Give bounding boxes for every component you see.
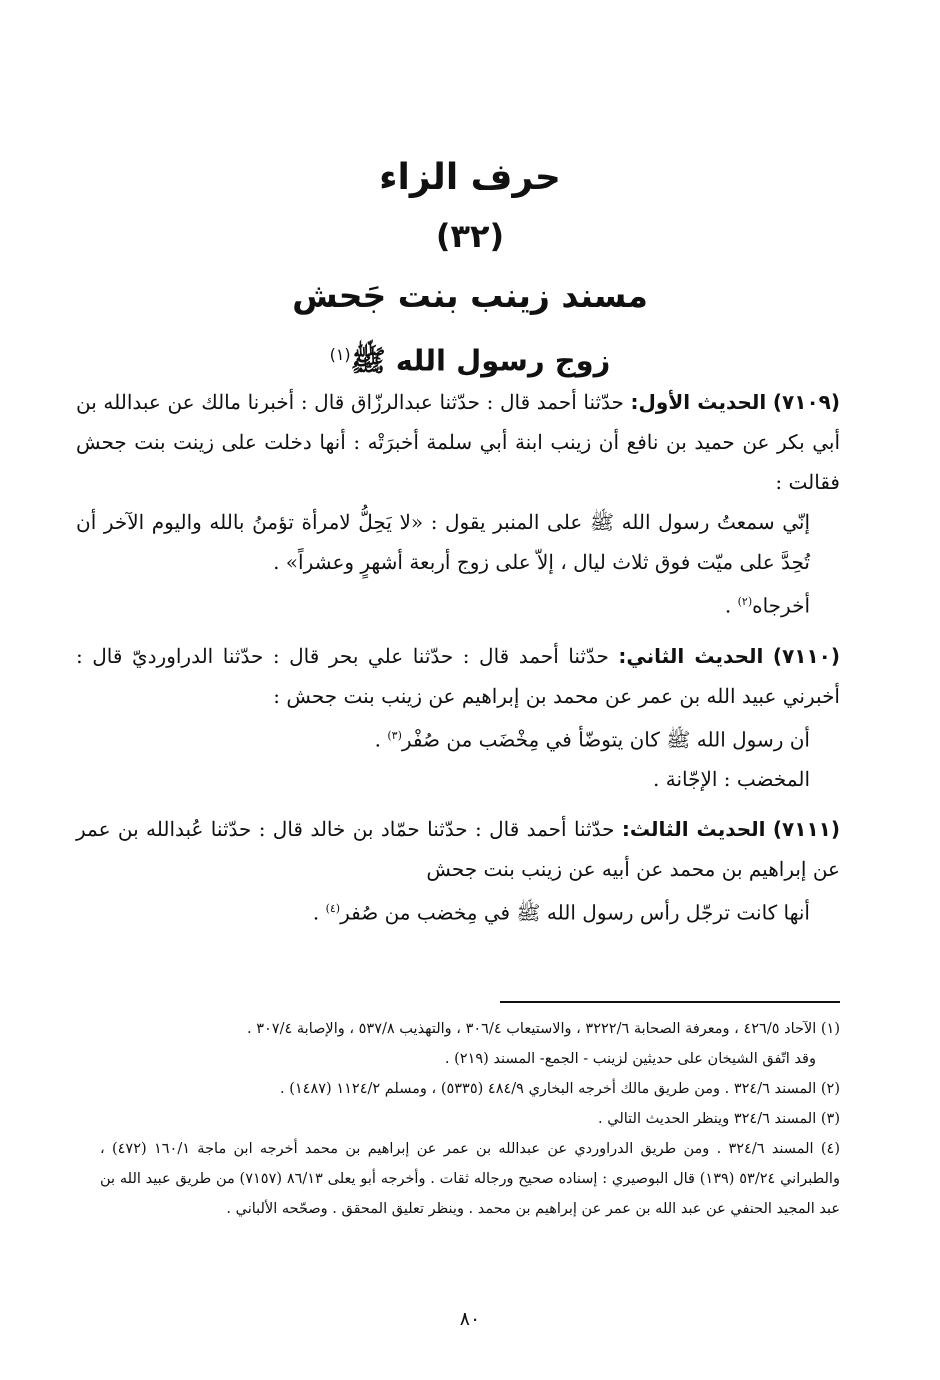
- hadith-matn: إنّي سمعتُ رسول الله ﷺ على المنبر يقول : «لا يَحِلُّ لامرأة تؤمنُ بالله واليوم الآخر أن تُحِدَّ على ميّت فوق ثلاث ليال ، إلاّ على زوج أربعة أشهرٍ وعشراً» .: [76, 510, 810, 574]
- footnote-text: المسند ٣٢٤/٦ . ومن طريق الدراوردي عن عبدالله بن عمر عن إبراهيم بن محمد أخرجه ابن ماجة ١٦٠/١ (٤٧٢) ، والطبراني ٥٣/٢٤ (١٣٩) قال البوصيري : إسناده صحيح ورجاله ثقات . وأخرجه أبو يعلى ٨٦/١٣ (٧١٥٧) من طريق عبيد الله بن عبد المجيد الحنفي عن عبد الله بن عمر عن إبراهيم بن محمد . وينظر تعليق المحقق . وصحّحه الألباني .: [100, 1141, 840, 1217]
- hadith-number: (٧١١٠): [772, 643, 841, 668]
- matn-end: .: [312, 900, 326, 925]
- matn-text: أن رسول الله ﷺ كان يتوضّأ في مِخْضَب من صُفْر: [401, 727, 810, 752]
- footnote-text: الآحاد ٤٢٦/٥ ، ومعرفة الصحابة ٣٢٢٢/٦ ، والاستيعاب ٣٠٦/٤ ، والتهذيب ٥٣٧/٨ ، والإصابة ٣٠٧/٤ .: [247, 1021, 817, 1037]
- footnote-1-continuation: وقد اتّفق الشيخان على حديثين لزينب - الجمع- المسند (٢١٩) .: [444, 1051, 816, 1067]
- letter-title: حرف الزاء: [379, 157, 561, 198]
- footnote-text: المسند ٣٢٤/٦ . ومن طريق مالك أخرجه البخاري ٤٨٤/٩ (٥٣٣٥) ، ومسلم ١١٢٤/٢ (١٤٨٧) .: [280, 1081, 817, 1097]
- footnote-number: (٤): [820, 1141, 841, 1157]
- hadith-isnad: [76, 382, 840, 502]
- hadith-gloss: المخضب : الإجّانة .: [653, 767, 810, 792]
- hadith-matn: [76, 889, 840, 933]
- hadith-label: الحديث الثاني:: [618, 643, 764, 668]
- section-number: (٣٢): [435, 217, 505, 255]
- hadith-7110: [76, 636, 840, 800]
- isnad-text: حدّثنا أحمد قال : حدّثنا عبدالرزّاق قال : أخبرنا مالك عن عبدالله بن أبي بكر عن حميد بن نافع أن زينب ابنة أبي سلمة أخبرَتْه : أنها دخلت على زينت بنت جحش فقالت :: [76, 390, 840, 494]
- footnote-2: [100, 1074, 840, 1104]
- hadith-7111: [76, 809, 840, 933]
- hadith-7109: [76, 382, 840, 626]
- footnote-number: (١): [820, 1021, 840, 1037]
- footnote-ref: (٤): [325, 902, 341, 916]
- hadith-label: الحديث الأول:: [630, 390, 767, 414]
- hadith-number: (٧١٠٩): [772, 390, 841, 414]
- footnote-1: [100, 1014, 840, 1044]
- hadith-isnad: [76, 636, 840, 716]
- page-number: ٨٠: [459, 1308, 481, 1330]
- footnote-text: المسند ٣٢٤/٦ وينظر الحديث التالي .: [598, 1111, 817, 1127]
- isnad-text: حدّثنا أحمد قال : حدّثنا علي بحر قال : حدّثنا الدراورديّ قال : أخبرني عبيد الله بن عمر عن محمد بن إبراهيم عن زينب بنت جحش :: [76, 643, 840, 708]
- hadith-label: الحديث الثالث:: [621, 817, 766, 842]
- hadith-matn: [76, 716, 840, 760]
- takhrij-text: أخرجاه: [752, 593, 810, 618]
- footnotes: [100, 1014, 840, 1224]
- chapter-headings: [0, 150, 940, 390]
- footnote-number: (٢): [820, 1081, 840, 1097]
- isnad-text: حدّثنا أحمد قال : حدّثنا حمّاد بن خالد قال : حدّثنا عُبدالله بن عمر عن إبراهيم بن محمد عن أبيه عن زينب بنت جحش: [76, 817, 840, 882]
- footnote-3: [100, 1104, 840, 1134]
- subtitle: [0, 326, 940, 390]
- hadith-number: (٧١١١): [772, 817, 840, 842]
- takhrij-end: .: [724, 593, 738, 618]
- subtitle-text: زوج رسول الله ﷺ: [350, 343, 611, 378]
- footnote-ref: (١): [329, 345, 351, 364]
- main-text: [76, 382, 840, 943]
- hadith-takhrij: [76, 582, 840, 626]
- musnad-title: مسند زينب بنت جَحش: [292, 276, 648, 315]
- footnote-number: (٣): [820, 1111, 840, 1127]
- footnote-ref: (٢): [737, 595, 753, 608]
- hadith-isnad: [76, 809, 840, 889]
- footnote-4: [100, 1134, 840, 1224]
- footnote-divider: [500, 1001, 840, 1003]
- footnote-ref: (٣): [387, 728, 402, 742]
- matn-text: أنها كانت ترجّل رأس رسول الله ﷺ في مِخضب من صُفر: [340, 900, 810, 925]
- matn-end: .: [374, 727, 388, 752]
